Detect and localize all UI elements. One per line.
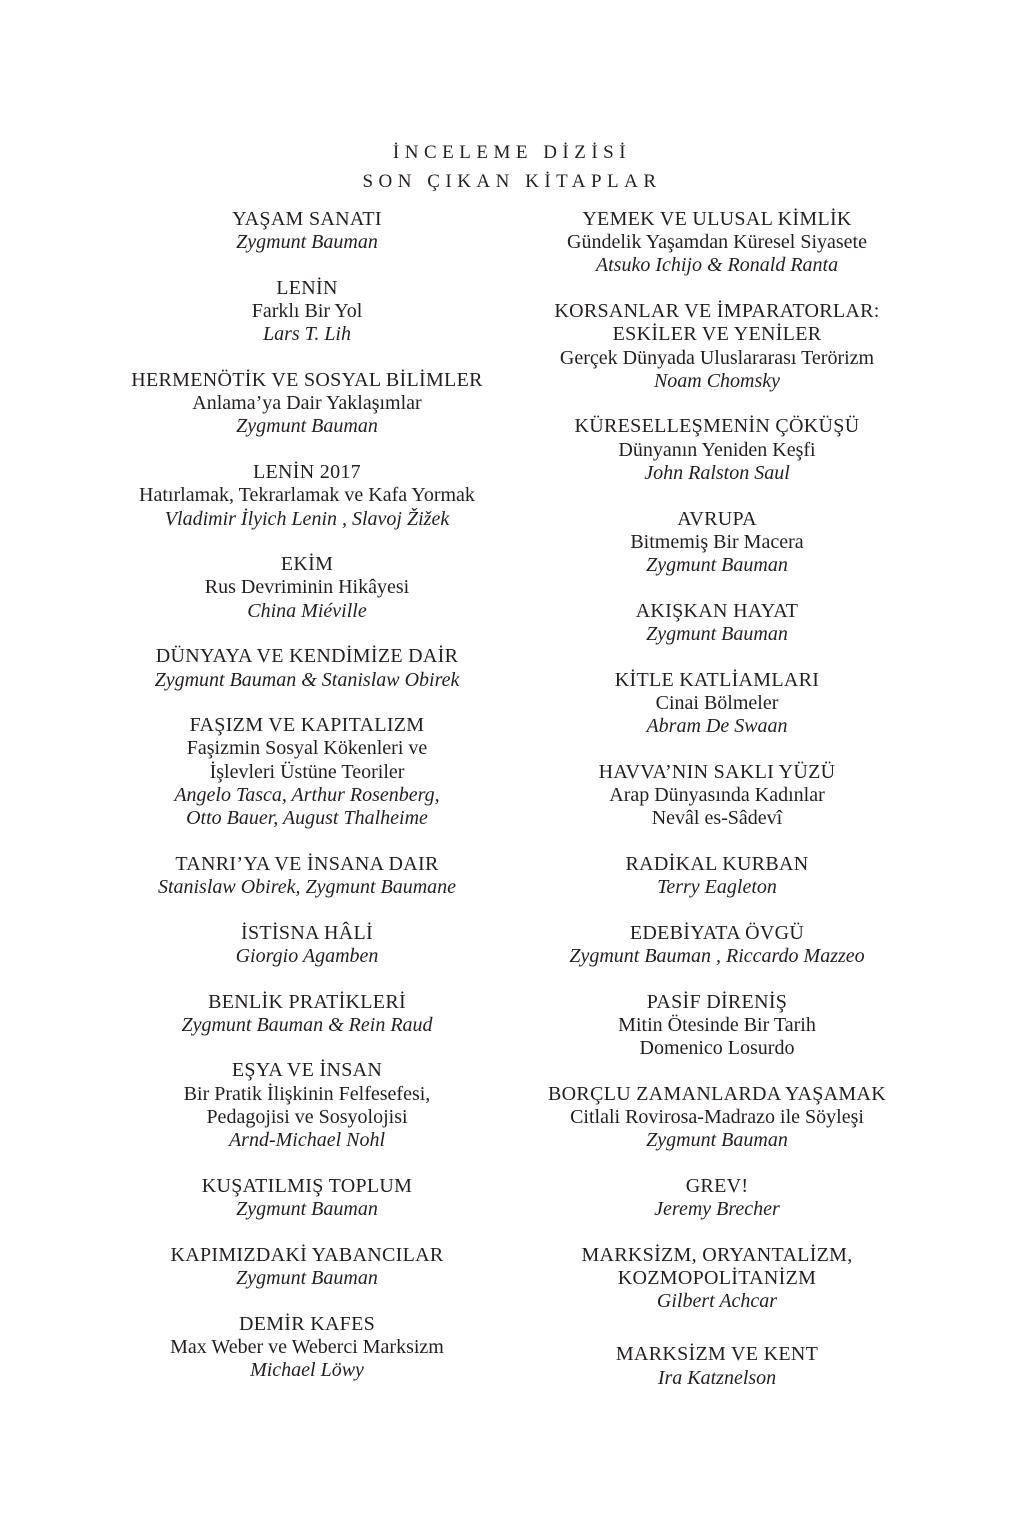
book-entry: [507, 208, 927, 278]
book-author: Stanislaw Obirek, Zygmunt Baumane: [157, 875, 457, 898]
book-title: YEMEK VE ULUSAL KİMLİK: [582, 208, 852, 230]
book-entry: [507, 669, 927, 739]
book-title: HERMENÖTİK VE SOSYAL BİLİMLER: [131, 369, 483, 392]
book-title: KÜRESELLEŞMENİN ÇÖKÜŞÜ: [574, 415, 860, 438]
page-heading: [0, 138, 1024, 196]
book-entry: [97, 369, 517, 439]
book-subtitle: Max Weber ve Weberci Marksizm: [170, 1335, 444, 1358]
book-entry: [507, 1175, 927, 1221]
book-entry: [97, 922, 517, 968]
book-title: MARKSİZM, ORYANTALİZM,: [581, 1243, 853, 1266]
book-entry: [97, 208, 517, 254]
book-subtitle: Pedagojisi ve Sosyolojisi: [206, 1105, 408, 1128]
book-subtitle: Hatırlamak, Tekrarlamak ve Kafa Yormak: [139, 484, 475, 507]
book-subtitle: Gündelik Yaşamdan Küresel Siyasete: [567, 231, 867, 254]
book-author: Nevâl es-Sâdevî: [651, 807, 783, 830]
left-book-column: [97, 208, 517, 1405]
book-title: AVRUPA: [677, 507, 757, 530]
book-subtitle: Anlama’ya Dair Yaklaşımlar: [192, 392, 422, 415]
book-author: Otto Bauer, August Thalheime: [186, 807, 428, 830]
book-author: Zygmunt Bauman , Riccardo Mazzeo: [569, 944, 865, 967]
book-entry: [507, 761, 927, 831]
book-entry: [97, 1059, 517, 1152]
book-title: PASİF DİRENİŞ: [646, 990, 788, 1013]
book-author: Zygmunt Bauman: [236, 415, 378, 438]
book-entry: [97, 1313, 517, 1383]
book-author: Michael Löwy: [250, 1359, 364, 1382]
book-subtitle: Rus Devriminin Hikâyesi: [204, 576, 410, 599]
right-book-column: [507, 208, 927, 1412]
book-title: DEMİR KAFES: [238, 1312, 376, 1335]
book-title: LENİN: [276, 276, 338, 299]
book-title: YAŞAM SANATI: [232, 208, 382, 230]
book-author: Zygmunt Bauman & Rein Raud: [181, 1013, 433, 1036]
book-entry: [507, 991, 927, 1061]
book-author: Noam Chomsky: [653, 369, 781, 392]
book-entry: [507, 922, 927, 968]
book-author: Angelo Tasca, Arthur Rosenberg,: [174, 783, 440, 806]
book-title: BORÇLU ZAMANLARDA YAŞAMAK: [548, 1082, 886, 1105]
book-author: Terry Eagleton: [657, 875, 777, 898]
book-author: Atsuko Ichijo & Ronald Ranta: [595, 254, 839, 277]
book-title: İSTİSNA HÂLİ: [241, 921, 373, 944]
series-name: İNCELEME DİZİSİ: [392, 142, 632, 163]
book-entry: [507, 600, 927, 646]
book-entry: [97, 1175, 517, 1221]
book-author: Zygmunt Bauman: [236, 1198, 378, 1220]
book-title-line2: KOZMOPOLİTANİZM: [617, 1266, 817, 1289]
book-subtitle: Gerçek Dünyada Uluslararası Terörizm: [559, 346, 875, 369]
book-entry: [507, 1244, 927, 1314]
book-author: Domenico Losurdo: [639, 1036, 795, 1059]
book-entry: [97, 645, 517, 691]
book-author: Zygmunt Bauman: [646, 622, 788, 645]
book-entry: [507, 1083, 927, 1153]
book-title: EŞYA VE İNSAN: [231, 1059, 383, 1082]
book-entry: [97, 277, 517, 347]
book-title: LENİN 2017: [253, 461, 361, 484]
book-entry: [97, 853, 517, 899]
book-author: Zygmunt Bauman: [646, 1129, 788, 1152]
book-author: Ira Katznelson: [657, 1366, 777, 1389]
book-author: Zygmunt Bauman: [236, 1266, 378, 1289]
book-entry: [97, 714, 517, 830]
book-title: DÜNYAYA VE KENDİMİZE DAİR: [155, 645, 459, 668]
book-entry: [97, 1244, 517, 1290]
book-title: KAPIMIZDAKİ YABANCILAR: [170, 1243, 444, 1266]
book-author: Jeremy Brecher: [654, 1198, 780, 1220]
book-title: GREV!: [685, 1174, 749, 1197]
book-author: Giorgio Agamben: [235, 944, 379, 967]
book-entry: [507, 1343, 927, 1389]
book-subtitle: Citlali Rovirosa-Madrazo ile Söyleşi: [570, 1105, 864, 1128]
book-entry: [97, 461, 517, 531]
book-author: Vladimir İlyich Lenin , Slavoj Žižek: [164, 507, 450, 530]
book-title: KORSANLAR VE İMPARATORLAR:: [554, 300, 880, 323]
book-subtitle: Arap Dünyasında Kadınlar: [609, 783, 825, 806]
book-entry: [507, 300, 927, 393]
recent-books-heading: SON ÇIKAN KİTAPLAR: [362, 171, 662, 192]
book-title: TANRI’YA VE İNSANA DAIR: [175, 852, 439, 875]
book-title: EDEBİYATA ÖVGÜ: [629, 921, 805, 944]
book-author: Zygmunt Bauman: [236, 231, 378, 254]
book-entry: [507, 508, 927, 578]
book-author: Zygmunt Bauman & Stanislaw Obirek: [154, 668, 460, 691]
book-author: Lars T. Lih: [262, 323, 351, 346]
book-title: FAŞIZM VE KAPITALIZM: [189, 714, 425, 737]
book-subtitle: Cinai Bölmeler: [655, 691, 779, 714]
book-title: KUŞATILMIŞ TOPLUM: [201, 1174, 413, 1197]
book-title: RADİKAL KURBAN: [625, 852, 809, 875]
book-entry: [97, 991, 517, 1037]
book-subtitle: Farklı Bir Yol: [251, 300, 363, 323]
book-title: MARKSİZM VE KENT: [615, 1343, 819, 1366]
book-author: John Ralston Saul: [644, 461, 790, 484]
book-author: Zygmunt Bauman: [646, 553, 788, 576]
book-title-line2: ESKİLER VE YENİLER: [612, 323, 822, 346]
book-author: Abram De Swaan: [646, 714, 788, 737]
book-author: China Miéville: [247, 599, 367, 622]
book-subtitle: Dünyanın Yeniden Keşfi: [618, 438, 816, 461]
book-entry: [507, 853, 927, 899]
book-subtitle: Faşizmin Sosyal Kökenleri ve: [186, 737, 428, 760]
book-title: HAVVA’NIN SAKLI YÜZÜ: [598, 760, 836, 783]
book-author: Arnd-Michael Nohl: [228, 1129, 386, 1152]
book-subtitle: İşlevleri Üstüne Teoriler: [209, 760, 405, 783]
book-title: AKIŞKAN HAYAT: [635, 599, 799, 622]
book-entry: [507, 415, 927, 485]
book-title: BENLİK PRATİKLERİ: [208, 990, 406, 1013]
book-title: EKİM: [280, 553, 334, 576]
book-author: Gilbert Achcar: [656, 1290, 778, 1313]
book-entry: [97, 553, 517, 623]
book-subtitle: Mitin Ötesinde Bir Tarih: [618, 1013, 816, 1036]
book-subtitle: Bitmemiş Bir Macera: [630, 530, 804, 553]
book-subtitle: Bir Pratik İlişkinin Felfesefesi,: [183, 1082, 431, 1105]
book-title: KİTLE KATLİAMLARI: [614, 668, 820, 691]
